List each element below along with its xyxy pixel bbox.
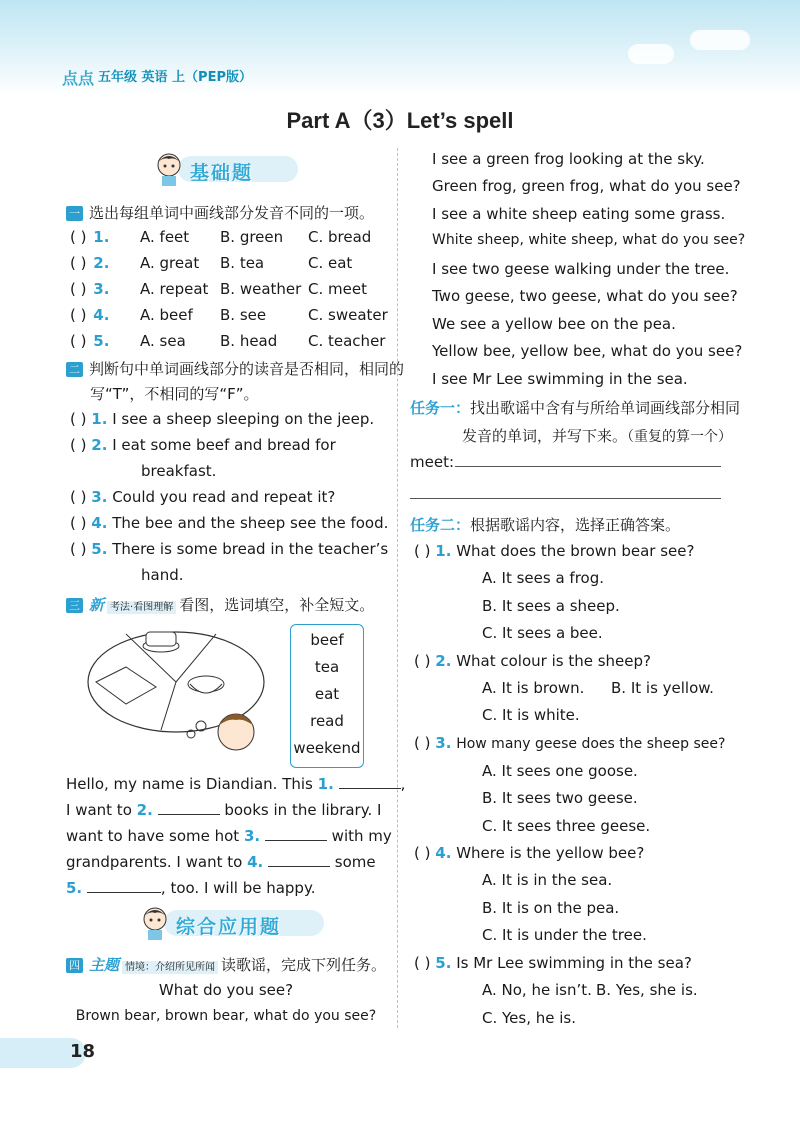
header-book-title: 五年级 英语 上（PEP版） bbox=[98, 70, 252, 85]
song-line: We see a yellow bee on the pea. bbox=[432, 315, 676, 333]
passage-text: Hello, my name is Diandian. This bbox=[66, 775, 313, 793]
task2-label: 任务二： bbox=[410, 516, 471, 534]
task2-question bbox=[414, 734, 725, 752]
kid-icon bbox=[154, 152, 184, 186]
q2-sentence-cont: breakfast. bbox=[141, 462, 217, 480]
answer-slot[interactable]: ( ) bbox=[70, 540, 87, 558]
blank-number: 1. bbox=[317, 775, 334, 793]
passage-text: I want to bbox=[66, 801, 132, 819]
passage-line: Hello, my name is Diandian. This 1. , bbox=[66, 775, 406, 793]
q1-badge: 一 bbox=[66, 206, 83, 221]
q2-instruction-line1: 判断句中单词画线部分的读音是否相同，相同的 bbox=[89, 360, 405, 378]
option-a: A. sea bbox=[140, 332, 186, 350]
word-bank-item: tea bbox=[314, 658, 340, 676]
option: A. It sees one goose. bbox=[482, 762, 638, 780]
task1-line1 bbox=[410, 397, 740, 418]
q1-row bbox=[70, 332, 386, 350]
section-apply-banner bbox=[136, 906, 326, 940]
section-basic-banner bbox=[150, 152, 310, 186]
section-basic-label: 基础题 bbox=[190, 162, 254, 184]
q-number: 1. bbox=[91, 410, 108, 428]
answer-line[interactable] bbox=[410, 498, 721, 499]
option: B. It sees a sheep. bbox=[482, 597, 620, 615]
q-number: 2. bbox=[93, 254, 110, 272]
section-apply-label: 综合应用题 bbox=[176, 916, 282, 938]
answer-slot[interactable]: ( ) bbox=[70, 280, 87, 298]
q-number: 1. bbox=[93, 228, 110, 246]
song-line: I see a white sheep eating some grass. bbox=[432, 205, 726, 223]
answer-slot[interactable]: ( ) bbox=[414, 954, 431, 972]
q-number: 2. bbox=[91, 436, 108, 454]
q-number: 1. bbox=[435, 542, 452, 560]
blank-number: 4. bbox=[247, 853, 264, 871]
task2-question bbox=[414, 954, 692, 972]
option-c: C. teacher bbox=[308, 332, 386, 350]
answer-slot[interactable]: ( ) bbox=[70, 332, 87, 350]
q1-row bbox=[70, 280, 367, 298]
blank-2[interactable] bbox=[158, 814, 220, 815]
page-number: 18 bbox=[70, 1041, 96, 1062]
q-number: 5. bbox=[93, 332, 110, 350]
tea-cup-icon bbox=[143, 632, 179, 652]
blank-4[interactable] bbox=[268, 866, 330, 867]
word-bank-item: eat bbox=[314, 685, 340, 703]
answer-slot[interactable]: ( ) bbox=[70, 488, 87, 506]
answer-slot[interactable]: ( ) bbox=[414, 652, 431, 670]
q1-instruction-text: 选出每组单词中画线部分发音不同的一项。 bbox=[89, 204, 375, 222]
q2-row bbox=[70, 436, 336, 454]
column-divider bbox=[397, 148, 398, 1028]
passage-text: want to have some hot bbox=[66, 827, 240, 845]
task1-note: （重复的算一个） bbox=[627, 429, 733, 445]
song-title: What do you see? bbox=[158, 981, 294, 999]
cloud-decoration bbox=[628, 44, 674, 64]
option: B. It is yellow. bbox=[611, 679, 714, 697]
blank-5[interactable] bbox=[87, 892, 161, 893]
answer-slot[interactable]: ( ) bbox=[70, 306, 87, 324]
option: B. It sees two geese. bbox=[482, 789, 638, 807]
word-bank-item: weekend bbox=[293, 739, 361, 757]
passage-text: with my bbox=[331, 827, 392, 845]
q2-row bbox=[70, 410, 374, 428]
q-number: 2. bbox=[435, 652, 452, 670]
header-logo: 点点 bbox=[62, 69, 95, 88]
option-a: A. repeat bbox=[140, 280, 209, 298]
passage-text: books in the library. I bbox=[224, 801, 382, 819]
answer-slot[interactable]: ( ) bbox=[70, 410, 87, 428]
option-b: B. tea bbox=[220, 254, 265, 272]
q2-row bbox=[70, 540, 388, 558]
q2-sentence: Could you read and repeat it? bbox=[112, 488, 336, 506]
kid-icon bbox=[140, 906, 170, 940]
option-a: A. feet bbox=[140, 228, 190, 246]
option-b: B. green bbox=[220, 228, 284, 246]
blank-3[interactable] bbox=[265, 840, 327, 841]
word-bank-item: read bbox=[310, 712, 344, 730]
q1-row bbox=[70, 228, 372, 246]
option: C. It is under the tree. bbox=[482, 926, 647, 944]
q1-instruction bbox=[66, 202, 374, 223]
bowl-icon bbox=[188, 676, 224, 693]
task1-label: 任务一： bbox=[410, 399, 471, 417]
song-line: Yellow bee, yellow bee, what do you see? bbox=[432, 342, 743, 360]
option: C. It sees three geese. bbox=[482, 817, 651, 835]
option: A. No, he isn’t. bbox=[482, 981, 592, 999]
q2-sentence: There is some bread in the teacher’s bbox=[112, 540, 389, 558]
song-line: Two geese, two geese, what do you see? bbox=[432, 287, 738, 305]
task2-question bbox=[414, 652, 651, 670]
q2-badge: 二 bbox=[66, 362, 83, 377]
option-b: B. weather bbox=[220, 280, 302, 298]
q-number: 4. bbox=[93, 306, 110, 324]
question-text: Is Mr Lee swimming in the sea? bbox=[456, 954, 692, 972]
answer-line[interactable] bbox=[455, 466, 721, 467]
option-b: B. see bbox=[220, 306, 267, 324]
q-number: 3. bbox=[435, 734, 452, 752]
song-line: Green frog, green frog, what do you see? bbox=[432, 177, 741, 195]
question-text: Where is the yellow bee? bbox=[456, 844, 645, 862]
book-icon bbox=[96, 667, 156, 704]
answer-slot[interactable]: ( ) bbox=[70, 254, 87, 272]
blank-number: 2. bbox=[136, 801, 153, 819]
question-text: What colour is the sheep? bbox=[456, 652, 651, 670]
q-number: 5. bbox=[91, 540, 108, 558]
option-b: B. head bbox=[220, 332, 278, 350]
q-number: 4. bbox=[91, 514, 108, 532]
passage-line bbox=[66, 879, 315, 897]
blank-number: 3. bbox=[243, 827, 261, 845]
passage-text: some bbox=[334, 853, 376, 871]
question-text: What does the brown bear see? bbox=[456, 542, 695, 560]
option: B. Yes, she is. bbox=[596, 981, 698, 999]
q4-kind-tag: 情境：介绍所见所闻 bbox=[122, 961, 218, 974]
q-number: 5. bbox=[435, 954, 452, 972]
task2-text: 根据歌谣内容，选择正确答案。 bbox=[470, 516, 681, 534]
q1-row bbox=[70, 306, 388, 324]
cloud-decoration bbox=[690, 30, 750, 50]
song-line: I see two geese walking under the tree. bbox=[432, 260, 730, 278]
passage-text: grandparents. I want to bbox=[66, 853, 243, 871]
q3-badge: 三 bbox=[66, 598, 83, 613]
song-line: Brown bear, brown bear, what do you see? bbox=[75, 1008, 377, 1024]
passage-text: , too. I will be happy. bbox=[160, 879, 316, 897]
q3-instruction-text: 看图，选词填空，补全短文。 bbox=[179, 596, 375, 614]
q3-kind-tag: 考法·看图理解 bbox=[107, 601, 176, 614]
answer-slot[interactable]: ( ) bbox=[70, 228, 87, 246]
question-text: How many geese does the sheep see? bbox=[456, 736, 726, 752]
answer-slot[interactable]: ( ) bbox=[70, 514, 87, 532]
song-line: I see Mr Lee swimming in the sea. bbox=[432, 370, 688, 388]
q4-instruction-text: 读歌谣，完成下列任务。 bbox=[221, 956, 387, 974]
option-a: A. great bbox=[140, 254, 200, 272]
option-c: C. bread bbox=[308, 228, 372, 246]
answer-slot[interactable]: ( ) bbox=[414, 734, 431, 752]
q2-row bbox=[70, 488, 335, 506]
option-a: A. beef bbox=[140, 306, 193, 324]
picture-illustration bbox=[86, 622, 286, 752]
option-c: C. eat bbox=[308, 254, 353, 272]
passage-line bbox=[66, 827, 392, 845]
option: B. It is on the pea. bbox=[482, 899, 620, 917]
q2-instruction-line2: 写“T”，不相同的写“F”。 bbox=[90, 385, 259, 403]
q3-new-tag: 新 bbox=[89, 596, 105, 614]
q4-badge: 四 bbox=[66, 958, 83, 973]
q3-instruction bbox=[66, 594, 374, 615]
option: C. It sees a bee. bbox=[482, 624, 603, 642]
song-line: White sheep, white sheep, what do you see? bbox=[432, 232, 746, 248]
q2-sentence-cont: hand. bbox=[141, 566, 184, 584]
blank-1[interactable] bbox=[339, 788, 401, 789]
task1-text: 找出歌谣中含有与所给单词画线部分相同 bbox=[470, 399, 741, 417]
option-c: C. meet bbox=[308, 280, 367, 298]
option: A. It sees a frog. bbox=[482, 569, 605, 587]
task1-text2: 发音的单词，并写下来。 bbox=[462, 427, 628, 445]
passage-line bbox=[66, 853, 376, 871]
option-c: C. sweater bbox=[308, 306, 388, 324]
q4-instruction bbox=[66, 954, 386, 975]
answer-slot[interactable]: ( ) bbox=[414, 542, 431, 560]
option: A. It is brown. bbox=[482, 679, 585, 697]
q2-sentence: I eat some beef and bread for bbox=[112, 436, 336, 454]
answer-slot[interactable]: ( ) bbox=[414, 844, 431, 862]
task2-instruction bbox=[410, 514, 680, 535]
song-line: I see a green frog looking at the sky. bbox=[432, 150, 705, 168]
answer-slot[interactable]: ( ) bbox=[70, 436, 87, 454]
task1-word: meet: bbox=[410, 453, 455, 471]
q-number: 3. bbox=[91, 488, 108, 506]
q4-theme-tag: 主题 bbox=[89, 956, 120, 974]
task2-question bbox=[414, 542, 694, 560]
q2-sentence: I see a sheep sleeping on the jeep. bbox=[112, 410, 375, 428]
boy-icon bbox=[218, 714, 254, 750]
passage-line bbox=[66, 801, 381, 819]
option: A. It is in the sea. bbox=[482, 871, 613, 889]
q-number: 4. bbox=[435, 844, 452, 862]
page-title: Part A（3）Let’s spell bbox=[286, 108, 514, 133]
task1-line2 bbox=[462, 425, 732, 446]
q2-sentence: The bee and the sheep see the food. bbox=[112, 514, 389, 532]
q1-row bbox=[70, 254, 353, 272]
option: C. It is white. bbox=[482, 706, 580, 724]
q2-instruction bbox=[66, 358, 404, 379]
word-bank-item: beef bbox=[310, 631, 344, 649]
q-number: 3. bbox=[93, 280, 110, 298]
q2-row bbox=[70, 514, 388, 532]
blank-number: 5. bbox=[66, 879, 83, 897]
word-bank bbox=[290, 624, 364, 768]
page-number-tab bbox=[0, 1038, 96, 1068]
option: C. Yes, he is. bbox=[482, 1009, 577, 1027]
task2-question bbox=[414, 844, 644, 862]
